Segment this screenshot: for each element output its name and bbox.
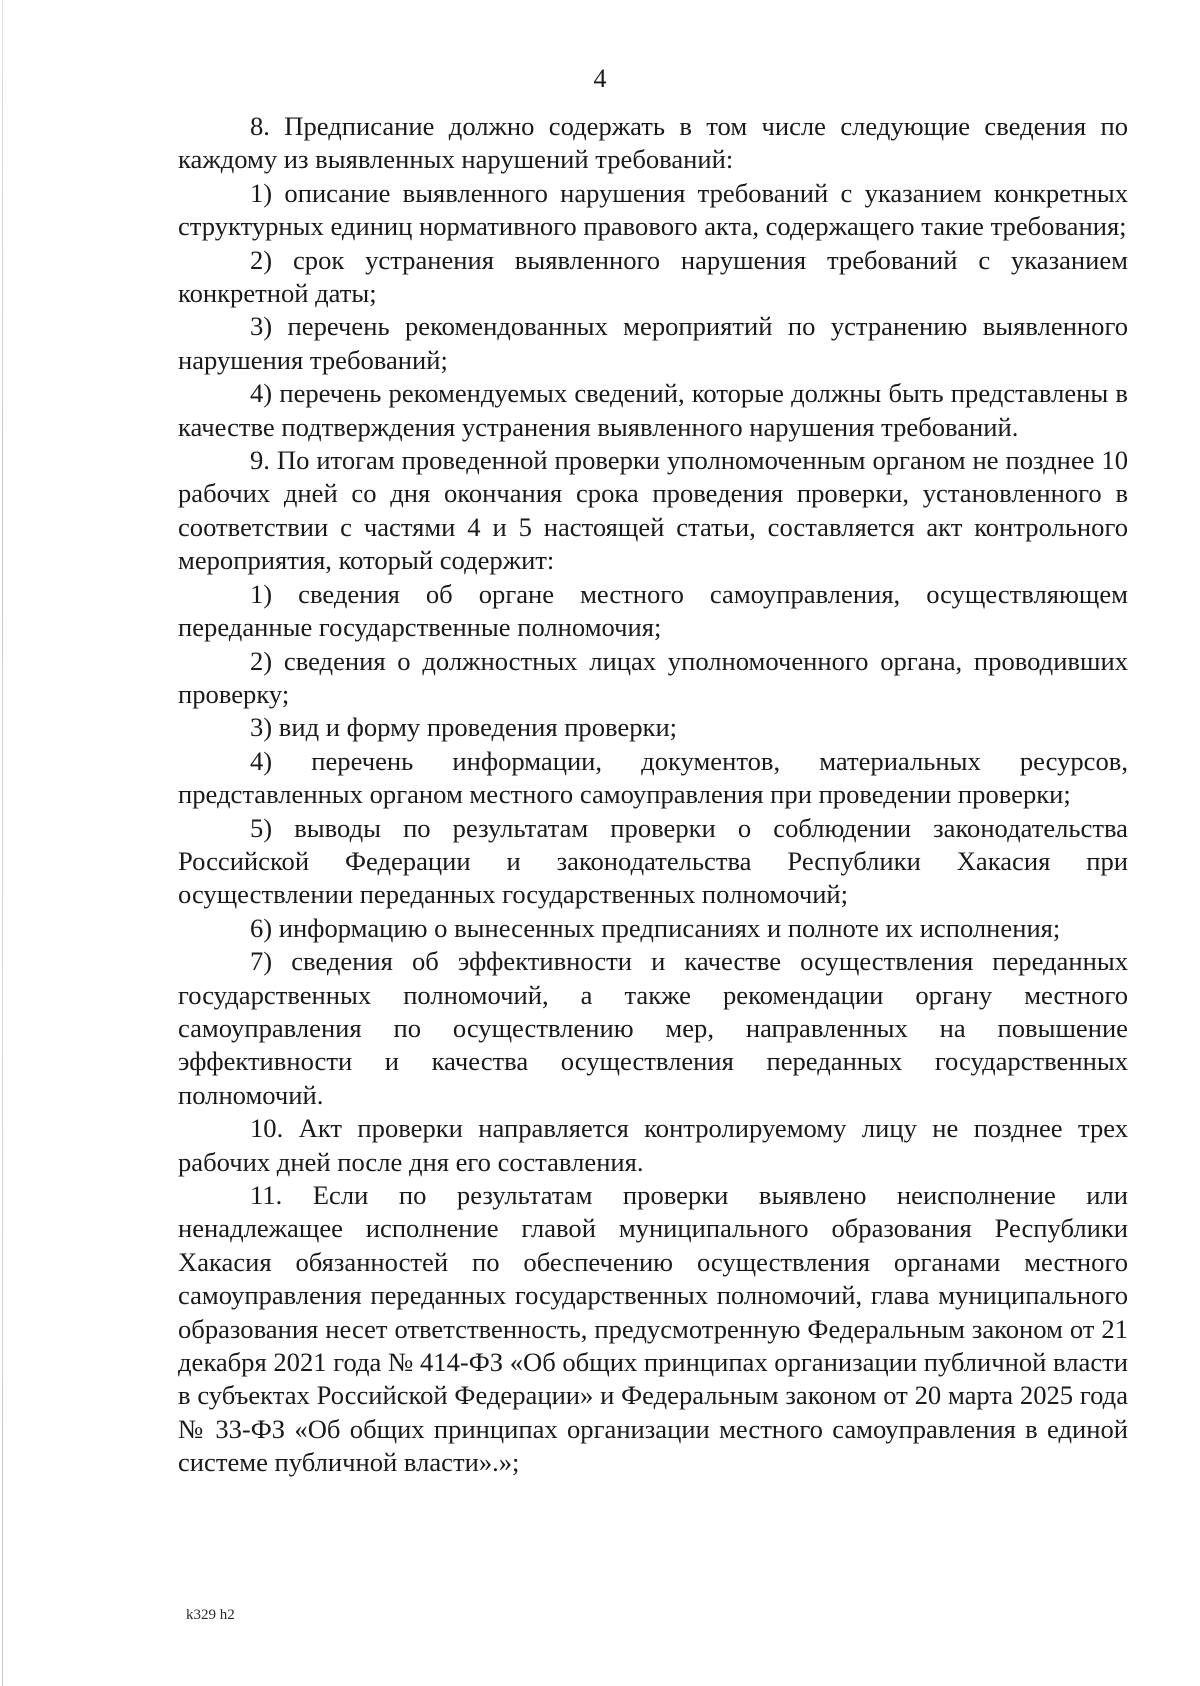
footer-document-code: k329 h2: [186, 1607, 235, 1623]
paragraph-9-item-4: 4) перечень информации, документов, материальных ресурсов, представленных органом местного самоуправления при проведении проверки;: [178, 745, 1128, 810]
paragraph-8-item-1: 1) описание выявленного нарушения требований с указанием конкретных структурных единиц нормативного правового акта, содержащего такие требования;: [178, 177, 1128, 242]
paragraph-8-item-3: 3) перечень рекомендованных мероприятий по устранению выявленного нарушения требований;: [178, 311, 1128, 375]
paragraph-9-item-6: 6) информацию о вынесенных предписаниях и полноте их исполнения;: [250, 912, 1061, 943]
paragraph-9-item-5: 5) выводы по результатам проверки о соблюдении законодательства Российской Федерации и законодательства Республики Хакасия при осуществлении переданных государственных полномочий;: [178, 812, 1128, 910]
paragraph-8-intro: 8. Предписание должно содержать в том числе следующие сведения по каждому из выявленных нарушений требований:: [178, 111, 1128, 175]
paragraph-8-item-4: 4) перечень рекомендуемых сведений, которые должны быть представлены в качестве подтверждения устранения выявленного нарушения требований.: [178, 378, 1128, 442]
paragraph-8-item-2: 2) срок устранения выявленного нарушения требований с указанием конкретной даты;: [178, 244, 1128, 309]
scan-edge-line: [2, 0, 3, 1686]
paragraph-9-item-3: 3) вид и форму проведения проверки;: [250, 712, 678, 743]
paragraph-9-item-1: 1) сведения об органе местного самоуправления, осуществляющем переданные государственные полномочия;: [178, 578, 1128, 643]
paragraph-9-intro: 9. По итогам проведенной проверки уполномоченным органом не позднее 10 рабочих дней со дня окончания срока проведения проверки, установленного в соответствии с частями 4 и 5 настоящей статьи, составляется акт контрольного мероприятия, который содержит:: [178, 445, 1128, 576]
paragraph-9-item-2: 2) сведения о должностных лицах уполномоченного органа, проводивших проверку;: [178, 645, 1128, 709]
paragraph-11: 11. Если по результатам проверки выявлено неисполнение или ненадлежащее исполнение главой муниципального образования Республики Хакасия обязанностей по обеспечению осуществления органами местного самоуправления переданных государственных полномочий, глава муниципального образования несет ответственность, предусмотренную Федеральным законом от 21 декабря 2021 года № 414-ФЗ «Об общих принципах организации публичной власти в субъектах Российской Федерации» и Федеральным законом от 20 марта 2025 года № 33-ФЗ «Об общих принципах организации местного самоуправления в единой системе публичной власти».»;: [178, 1180, 1128, 1478]
paragraph-9-item-7: 7) сведения об эффективности и качестве осуществления переданных государственных полномочий, а также рекомендации органу местного самоуправления по осуществлению мер, направленных на повышение эффективности и качества осуществления переданных государственных полномочий.: [178, 946, 1128, 1110]
document-body: [178, 110, 1128, 1480]
page-number: 4: [593, 64, 607, 93]
paragraph-10: 10. Акт проверки направляется контролируемому лицу не позднее трех рабочих дней после дня его составления.: [178, 1113, 1128, 1177]
